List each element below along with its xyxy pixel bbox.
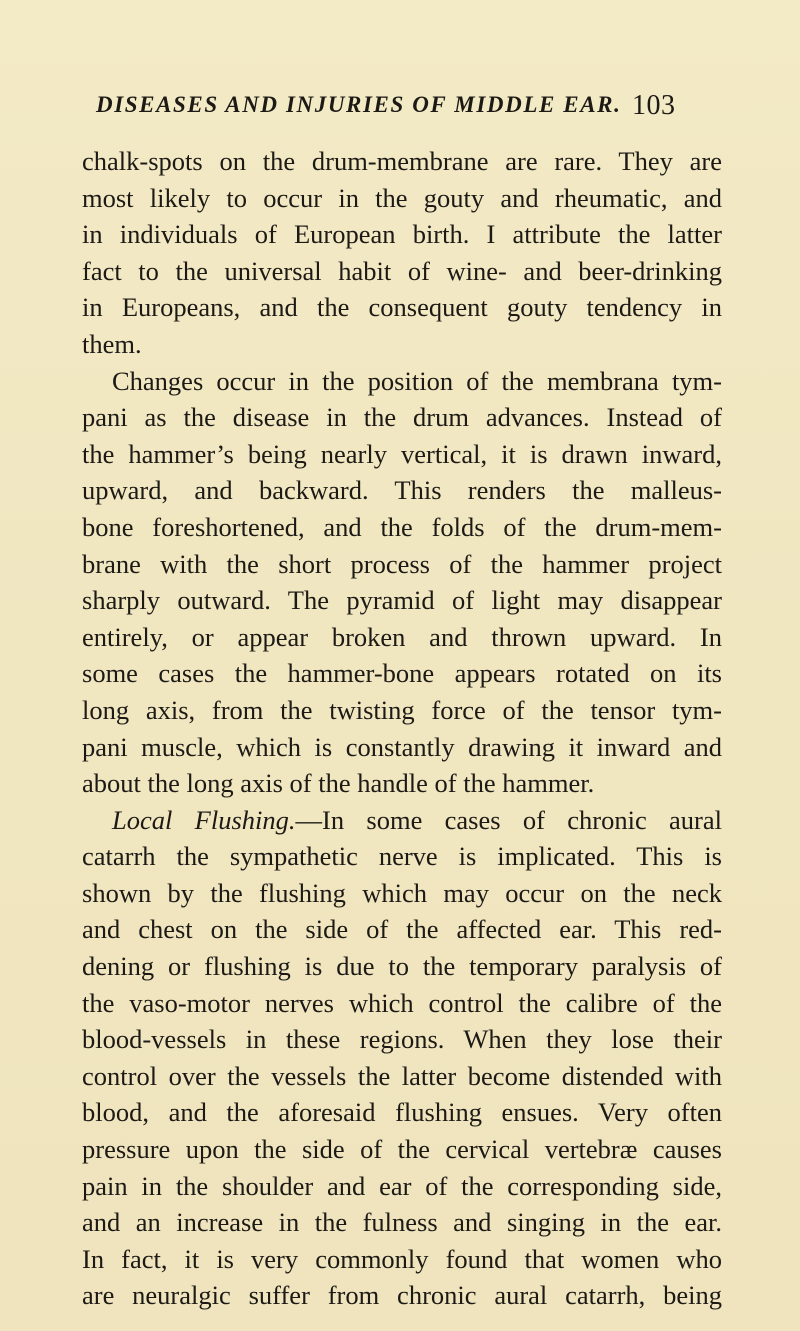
text-line: the vaso-motor nerves which control the calibre of the xyxy=(82,987,722,1018)
text-line: bone foreshortened, and the folds of the drum-mem- xyxy=(82,511,722,542)
text-line: In fact, it is very commonly found that women who xyxy=(82,1243,722,1274)
text-line: and an increase in the fulness and singing in the ear. xyxy=(82,1207,722,1238)
text-line: in individuals of European birth. I attribute the latter xyxy=(82,219,722,250)
section-line xyxy=(82,802,722,839)
text-line: shown by the flushing which may occur on the neck xyxy=(82,877,722,908)
section-heading: Local Flushing. xyxy=(112,804,296,835)
text-line: the hammer’s being nearly vertical, it is drawn inward, xyxy=(82,438,722,469)
text-line: blood-vessels in these regions. When they lose their xyxy=(82,1024,722,1055)
running-title: DISEASES AND INJURIES OF MIDDLE EAR. xyxy=(96,92,622,117)
text-line: some cases the hammer-bone appears rotated on its xyxy=(82,658,722,689)
text-line: them. xyxy=(82,328,142,359)
text-line: dening or flushing is due to the temporary paralysis of xyxy=(82,951,722,982)
text-line: Changes occur in the position of the membrana tym- xyxy=(112,365,722,396)
text-line: about the long axis of the handle of the hammer. xyxy=(82,768,595,799)
text-line: chalk-spots on the drum-membrane are rare. They are xyxy=(82,146,722,176)
text-line: catarrh the sympathetic nerve is implicated. This is xyxy=(82,841,722,872)
running-head xyxy=(0,92,800,136)
text-line: blood, and the aforesaid flushing ensues. Very often xyxy=(82,1097,722,1128)
text-line: fact to the universal habit of wine- and beer-drinking xyxy=(82,255,722,286)
text-line: pani muscle, which is constantly drawing it inward and xyxy=(82,731,722,762)
text-line: are neuralgic suffer from chronic aural catarrh, being xyxy=(82,1280,722,1311)
text-line: control over the vessels the latter become distended with xyxy=(82,1060,722,1091)
text-line: long axis, from the twisting force of the tensor tym- xyxy=(82,694,722,725)
text-line: brane with the short process of the hammer project xyxy=(82,548,722,579)
page-number: 103 xyxy=(632,90,676,121)
text-line: in Europeans, and the consequent gouty tendency in xyxy=(82,292,722,323)
text-line: and chest on the side of the affected ear. This red- xyxy=(82,914,722,945)
text-line: sharply outward. The pyramid of light may disappear xyxy=(82,585,722,616)
text-line: upward, and backward. This renders the malleus- xyxy=(82,475,722,506)
text-run: —In some cases of chronic aural xyxy=(295,804,723,835)
text-line: pain in the shoulder and ear of the corresponding side, xyxy=(82,1170,722,1201)
text-line: pressure upon the side of the cervical vertebræ causes xyxy=(82,1134,722,1165)
text-line: most likely to occur in the gouty and rheumatic, and xyxy=(82,182,722,213)
body-text xyxy=(82,143,722,1314)
text-line: entirely, or appear broken and thrown upward. In xyxy=(82,621,722,652)
text-line: pani as the disease in the drum advances. Instead of xyxy=(82,402,722,433)
